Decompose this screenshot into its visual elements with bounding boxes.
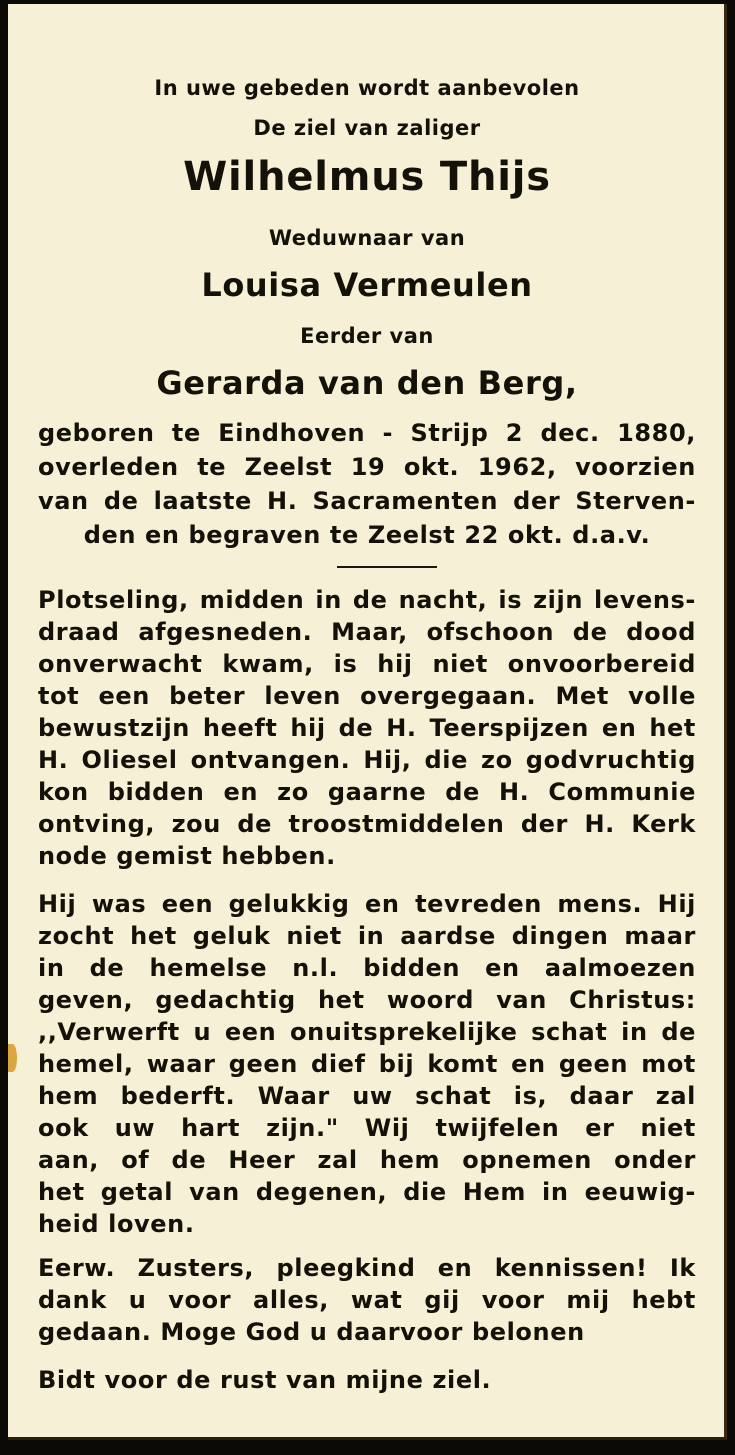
relation-widower: Weduwnaar van — [268, 226, 466, 250]
life-line-4: den en begraven te Zeelst 22 okt. d.a.v. — [83, 521, 651, 549]
paragraph3-line: Eerw. Zusters, pleegkind en kennissen! Ik — [38, 1254, 696, 1282]
paragraph3-line: gedaan. Moge God u daarvoor belonen — [38, 1318, 585, 1346]
paragraph1-line: node gemist hebben. — [38, 842, 336, 870]
soul-line: De ziel van zaliger — [253, 116, 481, 140]
paragraph1-line: tot een beter leven overgegaan. Met volle — [38, 682, 696, 710]
paragraph2-line: geven, gedachtig het woord van Christus: — [38, 986, 696, 1014]
relation-earlier: Eerder van — [300, 324, 434, 348]
paragraph2-line: zocht het geluk niet in aardse dingen maar — [38, 922, 696, 950]
paragraph2-line: hem bederft. Waar uw schat is, daar zal — [38, 1082, 696, 1110]
spouse-name-2: Gerarda van den Berg, — [156, 364, 578, 402]
paragraph2-line: het getal van degenen, die Hem in eeuwig- — [38, 1178, 696, 1206]
recommendation-line: In uwe gebeden wordt aanbevolen — [154, 76, 580, 100]
closing-prayer: Bidt voor de rust van mijne ziel. — [38, 1366, 492, 1394]
spouse-name-1: Louisa Vermeulen — [201, 266, 533, 304]
paragraph1-line: kon bidden en zo gaarne de H. Communie — [38, 778, 696, 806]
paragraph2-line: in de hemelse n.l. bidden en aalmoezen — [38, 954, 696, 982]
paragraph1-line: bewustzijn heeft hij de H. Teerspijzen en het — [38, 714, 696, 742]
paragraph1-line: Plotseling, midden in de nacht, is zijn levens- — [38, 586, 696, 614]
life-line-2: overleden te Zeelst 19 okt. 1962, voorzien — [38, 453, 696, 481]
paragraph3-line: dank u voor alles, wat gij voor mij hebt — [38, 1286, 696, 1314]
paragraph1-line: ontving, zou de troostmiddelen der H. Kerk — [38, 810, 696, 838]
paragraph1-line: onverwacht kwam, is hij niet onvoorbereid — [38, 650, 696, 678]
paragraph2-line: ook uw hart zijn." Wij twijfelen er niet — [38, 1114, 696, 1142]
memorial-card — [8, 4, 727, 1440]
paragraph1-line: draad afgesneden. Maar, ofschoon de dood — [38, 618, 696, 646]
divider-rule — [337, 566, 437, 568]
paragraph2-line: Hij was een gelukkig en tevreden mens. Hij — [38, 890, 696, 918]
paragraph2-line: aan, of de Heer zal hem opnemen onder — [38, 1146, 696, 1174]
paper-stain — [8, 1044, 17, 1072]
paragraph2-line: heid loven. — [38, 1210, 195, 1238]
deceased-name: Wilhelmus Thijs — [183, 154, 551, 200]
life-line-3: van de laatste H. Sacramenten der Sterven- — [38, 487, 696, 515]
paragraph2-line: hemel, waar geen dief bij komt en geen mot — [38, 1050, 696, 1078]
paragraph2-line: ,,Verwerft u een onuitsprekelijke schat in de — [38, 1018, 696, 1046]
paragraph1-line: H. Oliesel ontvangen. Hij, die zo godvruchtig — [38, 746, 696, 774]
life-line-1: geboren te Eindhoven - Strijp 2 dec. 1880, — [38, 419, 696, 447]
